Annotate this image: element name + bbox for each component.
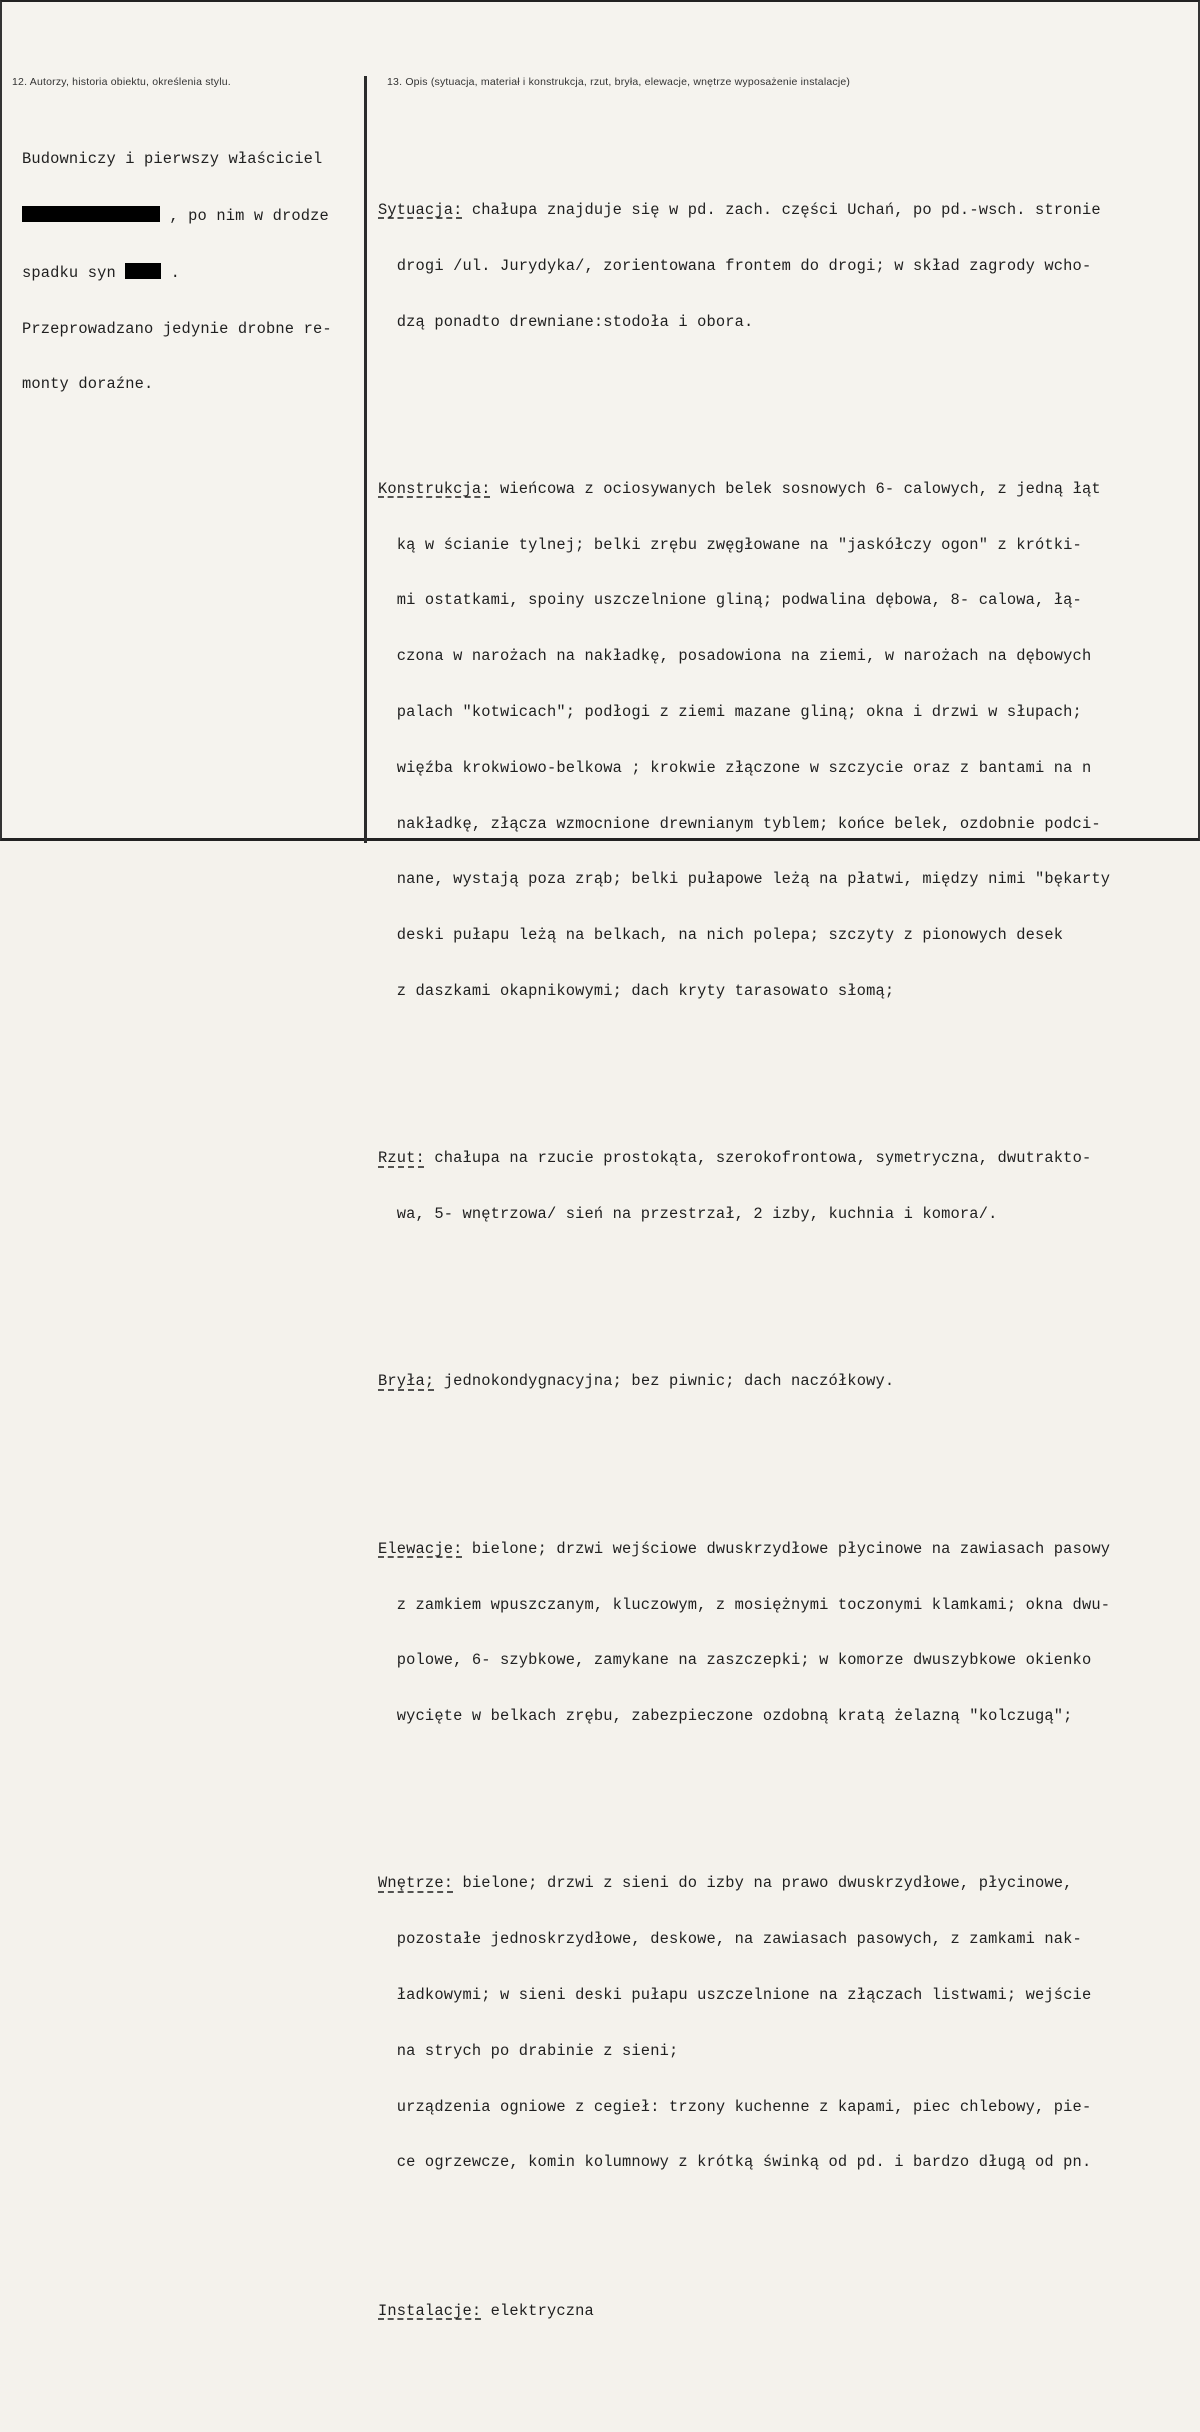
label-wnetrze: Wnętrze: (378, 1874, 454, 1893)
label-sytuacja: Sytuacja: (378, 200, 463, 219)
paragraph-bryla: Bryła; jednokondygnacyjna; bez piwnic; dach naczółkowy. (378, 1372, 895, 1391)
label-rzut: Rzut: (378, 1149, 425, 1168)
label-konstrukcja: Konstrukcja: (378, 479, 491, 498)
left-line-3: spadku syn . (22, 263, 181, 282)
section-13-header: 13. Opis (sytuacja, materiał i konstrukcja, rzut, bryła, elewacje, wnętrze wyposażenie instalacje) (387, 76, 851, 88)
left-line-4: Przeprowadzano jedynie drobne re- (22, 319, 332, 338)
paragraph-elewacje: Elewacje: bielone; drzwi wejściowe dwuskrzydłowe płycinowe na zawiasach pasowy z zamkiem wpuszczanym, kluczowym, z mosiężnymi toczonymi klamkami; okna dwu- polowe, 6- szybkowe, zamykane na zaszczepki; w komorze dwuszybkowe okienko wycięte w belkach zrębu, zabezpieczone ozdobną kratą żelazną "kolczugą"; (378, 1539, 1111, 1726)
authors-history-text (22, 113, 332, 431)
paragraph-instalacje: Instalacje: elektryczna (378, 2302, 594, 2321)
redacted-name-owner (22, 206, 160, 222)
paragraph-konstrukcja: Konstrukcja: wieńcowa z ociosywanych belek sosnowych 6- calowych, z jedną łąt ką w ścianie tylnej; belki zrębu zwęgłowane na "jaskółczy ogon" z krótki- mi ostatkami, spoiny uszczelnione gliną; podwalina dębowa, 8- calowa, łą- czona w narożach na nakładkę, posadowiona na ziemi, w narożach na dębowych palach "kotwicach"; podłogi z ziemi mazane gliną; okna i drzwi w słupach; więźba krokwiowo-belkowa ; krokwie złączone w szczycie oraz z bantami na n nakładkę, złącza wzmocnione drewnianym tyblem; końce belek, ozdobnie podci- nane, wystają poza zrąb; belki pułapowe leżą na płatwi, między nimi "bękarty deski pułapu leżą na belkach, na nich polepa; szczyty z pionowych desek z daszkami okapnikowymi; dach kryty tarasowato słomą; (378, 479, 1111, 1000)
column-divider (364, 76, 367, 843)
label-elewacje: Elewacje: (378, 1539, 463, 1558)
left-line-5: monty doraźne. (22, 375, 154, 394)
left-line-1: Budowniczy i pierwszy właściciel (22, 150, 323, 169)
paragraph-wnetrze: Wnętrze: bielone; drzwi z sieni do izby na prawo dwuskrzydłowe, płycinowe, pozostałe jednoskrzydłowe, deskowe, na zawiasach pasowych, z zamkami nak- ładkowymi; w sieni deski pułapu uszczelnione na złączach listwami; wejście na strych po drabinie z sieni; urządzenia ogniowe z cegieł: trzony kuchenne z kapami, piec chlebowy, pie- ce ogrzewcze, komin kolumnowy z krótką świnką od pd. i bardzo długą od pn. (378, 1874, 1092, 2172)
label-instalacje: Instalacje: (378, 2302, 482, 2321)
label-bryla: Bryła; (378, 1372, 435, 1391)
description-text (378, 108, 1110, 2432)
left-line-2: , po nim w drodze (22, 206, 332, 226)
redacted-name-son (125, 263, 161, 279)
paragraph-rzut: Rzut: chałupa na rzucie prostokąta, szerokofrontowa, symetryczna, dwutrakto- wa, 5- wnętrzowa/ sień na przestrzał, 2 izby, kuchnia i komora/. (378, 1149, 1092, 1224)
section-12-header: 12. Autorzy, historia obiektu, określenia stylu. (12, 76, 231, 88)
paragraph-sytuacja: Sytuacja: chałupa znajduje się w pd. zach. części Uchań, po pd.-wsch. stronie drogi /ul. Jurydyka/, zorientowana frontem do drogi; w skład zagrody wcho- dzą ponadto drewniane:stodoła i obora. (378, 200, 1101, 331)
